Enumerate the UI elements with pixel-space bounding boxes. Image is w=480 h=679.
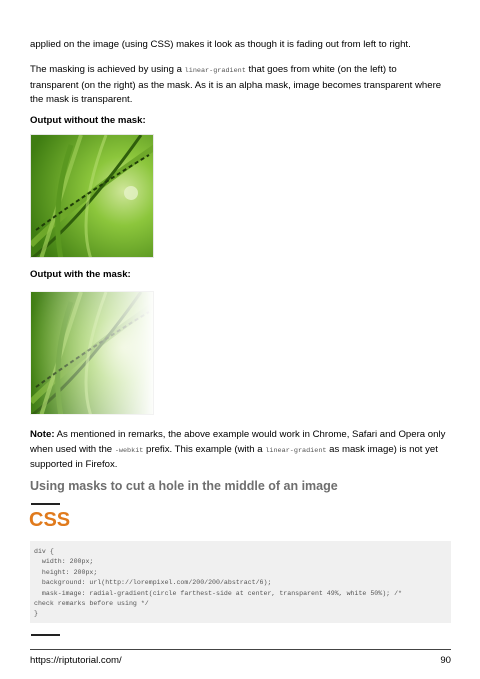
divider (31, 503, 60, 505)
code-block: div { width: 200px; height: 200px; background: url(http://lorempixel.com/200/200/abstract/6); mask-image: radial-gradient(circle farthest-side at center, transparent 49%, white 50%); /* check remarks before using */ } (30, 541, 451, 623)
note-text: as mask image) is not yet (326, 443, 438, 455)
masking-text: the mask is transparent. (30, 94, 133, 105)
grass-image-unmasked (30, 134, 154, 258)
inline-code: linear-gradient (184, 67, 246, 75)
inline-code: linear-gradient (265, 446, 327, 455)
output-without-label: Output without the mask: (30, 115, 146, 126)
divider (31, 634, 60, 636)
footer-url[interactable]: https://riptutorial.com/ (30, 655, 122, 666)
note-text: supported in Firefox. (30, 459, 118, 470)
note-text: when used with the (30, 443, 115, 455)
masking-text: The masking is achieved by using a (30, 64, 185, 75)
footer-divider (30, 649, 451, 650)
note-text: As mentioned in remarks, the above example would work in Chrome, Safari and Opera only (54, 429, 446, 440)
masking-paragraph (30, 63, 452, 108)
css-title: CSS (29, 509, 71, 531)
output-with-label: Output with the mask: (30, 269, 131, 280)
masking-text: that goes from white (on the left) to (245, 64, 397, 75)
intro-line: applied on the image (using CSS) makes it look as though it is fading out from left to right. (30, 39, 411, 50)
note-label: Note: (30, 429, 55, 440)
page-number: 90 (440, 655, 451, 666)
grass-image-masked (30, 291, 154, 415)
note-paragraph (30, 428, 452, 473)
section-subheading: Using masks to cut a hole in the middle of an image (30, 479, 338, 493)
note-text: prefix. This example (with a (143, 443, 266, 455)
masking-text: transparent (on the right) as the mask. As it is an alpha mask, image becomes transparent where (30, 79, 442, 91)
inline-code: -webkit (114, 446, 144, 455)
intro-paragraph (30, 38, 452, 53)
